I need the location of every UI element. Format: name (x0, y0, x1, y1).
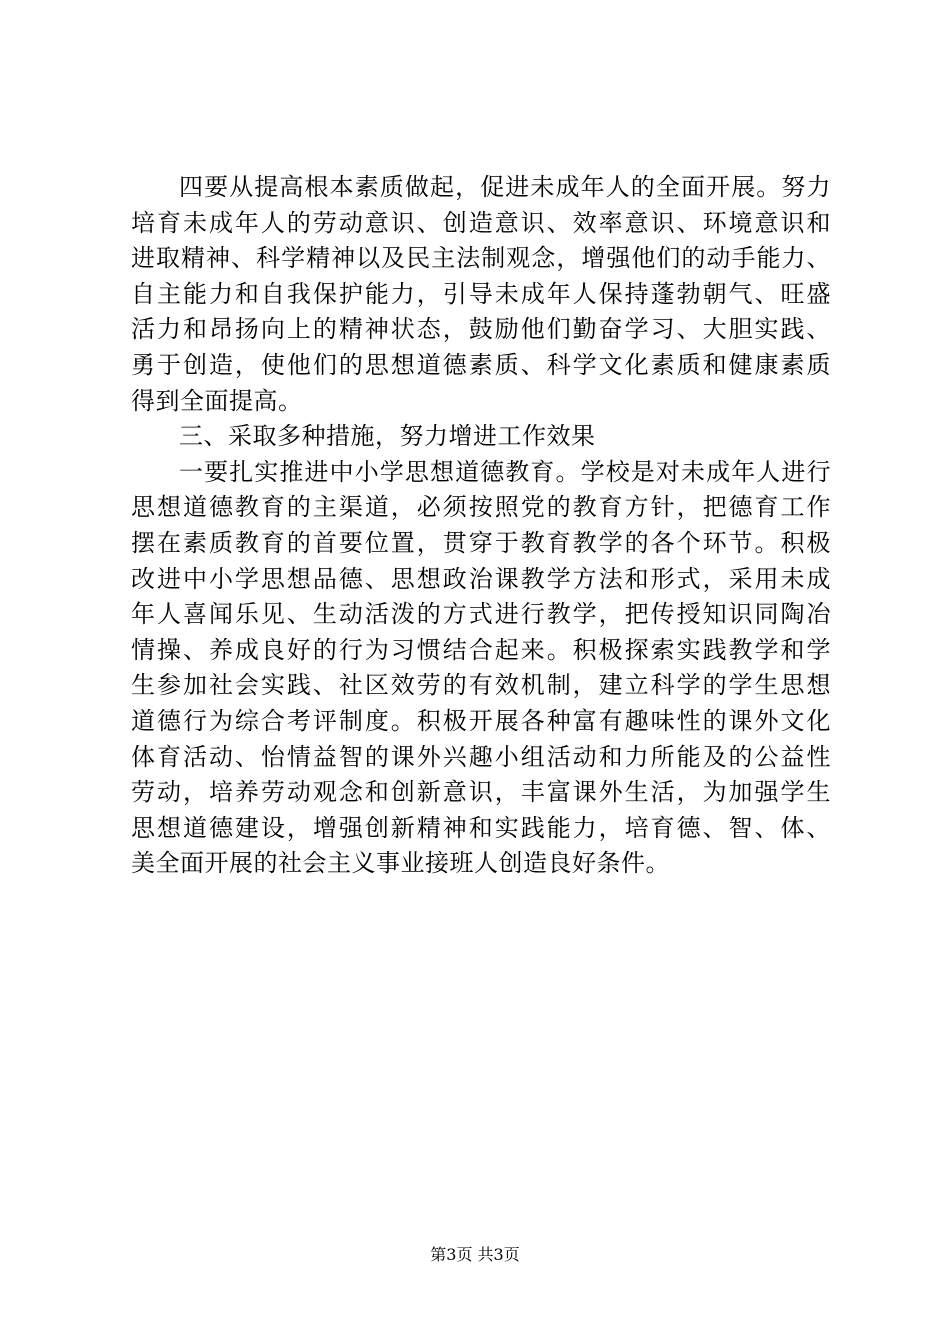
text-line: 一要扎实推进中小学思想道德教育。学校是对未成年人进行 (179, 457, 831, 486)
paragraph-quality-development (131, 170, 831, 419)
text-line: 活力和昂扬向上的精神状态，鼓励他们勤奋学习、大胆实践、 (131, 315, 831, 344)
section-heading-measures (131, 419, 831, 455)
document-body (131, 170, 831, 882)
text-line: 三、采取多种措施，努力增进工作效果 (179, 422, 596, 451)
text-line: 情操、养成良好的行为习惯结合起来。积极探索实践教学和学 (131, 635, 831, 664)
text-line: 摆在素质教育的首要位置，贯穿于教育教学的各个环节。积极 (131, 528, 831, 557)
text-line: 进取精神、科学精神以及民主法制观念，增强他们的动手能力、 (131, 244, 831, 273)
text-line: 自主能力和自我保护能力，引导未成年人保持蓬勃朝气、旺盛 (131, 279, 831, 308)
text-line: 改进中小学思想品德、思想政治课教学方法和形式，采用未成 (131, 564, 831, 593)
text-line: 四要从提高根本素质做起，促进未成年人的全面开展。努力 (179, 173, 831, 201)
text-line: 年人喜闻乐见、生动活泼的方式进行教学，把传授知识同陶冶 (131, 600, 831, 629)
paragraph-moral-education (131, 455, 831, 882)
text-line: 勇于创造，使他们的思想道德素质、科学文化素质和健康素质 (131, 350, 831, 379)
page-number-footer: 第3页 共3页 (430, 1245, 520, 1264)
text-line: 美全面开展的社会主义事业接班人创造良好条件。 (131, 849, 670, 878)
text-line: 得到全面提高。 (131, 386, 303, 415)
text-line: 思想道德建设，增强创新精神和实践能力，培育德、智、体、 (131, 813, 831, 842)
text-line: 道德行为综合考评制度。积极开展各种富有趣味性的课外文化 (131, 706, 831, 735)
text-line: 劳动，培养劳动观念和创新意识，丰富课外生活，为加强学生 (131, 778, 831, 807)
text-line: 体育活动、怡情益智的课外兴趣小组活动和力所能及的公益性 (131, 742, 831, 771)
text-line: 思想道德教育的主渠道，必须按照党的教育方针，把德育工作 (131, 493, 831, 522)
text-line: 培育未成年人的劳动意识、创造意识、效率意识、环境意识和 (131, 208, 831, 237)
text-line: 生参加社会实践、社区效劳的有效机制，建立科学的学生思想 (131, 671, 831, 700)
